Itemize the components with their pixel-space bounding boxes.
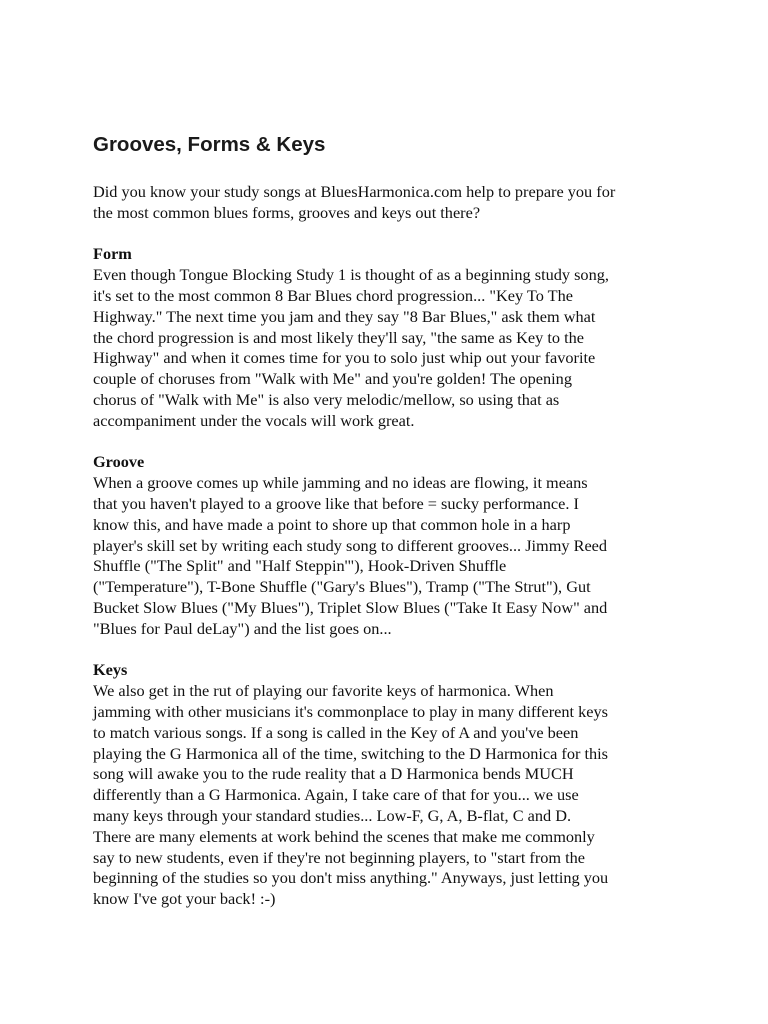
section-body-groove [93, 473, 683, 639]
text-line: differently than a G Harmonica. Again, I take care of that for you... we use [93, 785, 579, 805]
text-line: jamming with other musicians it's commonplace to play in many different keys [93, 701, 608, 721]
document-page [93, 132, 683, 910]
text-line: it's set to the most common 8 Bar Blues chord progression... "Key To The [93, 285, 573, 305]
text-line: "Blues for Paul deLay") and the list goes on... [93, 618, 392, 638]
text-line: know I've got your back! :-) [93, 889, 276, 909]
text-line: to match various songs. If a song is called in the Key of A and you've been [93, 722, 579, 742]
text-line: ("Temperature"), T-Bone Shuffle ("Gary's Blues"), Tramp ("The Strut"), Gut [93, 577, 591, 597]
section-heading-form: Form [93, 244, 132, 264]
text-line: When a groove comes up while jamming and no ideas are flowing, it means [93, 473, 588, 493]
text-line: beginning of the studies so you don't miss anything." Anyways, just letting you [93, 868, 609, 888]
text-line: There are many elements at work behind the scenes that make me commonly [93, 826, 595, 846]
text-line: the most common blues forms, grooves and keys out there? [93, 202, 481, 222]
text-line: Highway" and when it comes time for you to solo just whip out your favorite [93, 348, 596, 368]
text-line: Shuffle ("The Split" and "Half Steppin'"), Hook-Driven Shuffle [93, 556, 507, 576]
text-line: playing the G Harmonica all of the time, switching to the D Harmonica for this [93, 743, 608, 763]
text-line: accompaniment under the vocals will work great. [93, 410, 415, 430]
text-line: know this, and have made a point to shore up that common hole in a harp [93, 514, 571, 534]
section-heading-keys: Keys [93, 660, 128, 680]
text-line: Even though Tongue Blocking Study 1 is thought of as a beginning study song, [93, 265, 609, 285]
document-title: Grooves, Forms & Keys [93, 133, 326, 156]
text-line: many keys through your standard studies... Low-F, G, A, B-flat, C and D. [93, 805, 572, 825]
text-line: chorus of "Walk with Me" is also very melodic/mellow, so using that as [93, 389, 560, 409]
section-heading-groove: Groove [93, 452, 145, 472]
section-body-keys [93, 681, 683, 910]
text-line: song will awake you to the rude reality that a D Harmonica bends MUCH [93, 764, 574, 784]
text-line: player's skill set by writing each study song to different grooves... Jimmy Reed [93, 535, 608, 555]
text-line: that you haven't played to a groove like that before = sucky performance. I [93, 493, 579, 513]
section-body-form [93, 265, 683, 431]
text-line: couple of choruses from "Walk with Me" and you're golden! The opening [93, 369, 572, 389]
text-line: We also get in the rut of playing our favorite keys of harmonica. When [93, 681, 554, 701]
intro-paragraph [93, 182, 683, 224]
text-line: Highway." The next time you jam and they say "8 Bar Blues," ask them what [93, 306, 596, 326]
section-groove [93, 452, 683, 639]
text-line: the chord progression is and most likely they'll say, "the same as Key to the [93, 327, 584, 347]
text-line: Bucket Slow Blues ("My Blues"), Triplet Slow Blues ("Take It Easy Now" and [93, 597, 608, 617]
section-form [93, 244, 683, 431]
text-line: Did you know your study songs at BluesHarmonica.com help to prepare you for [93, 182, 616, 201]
text-line: say to new students, even if they're not beginning players, to "start from the [93, 847, 586, 867]
section-keys [93, 660, 683, 910]
